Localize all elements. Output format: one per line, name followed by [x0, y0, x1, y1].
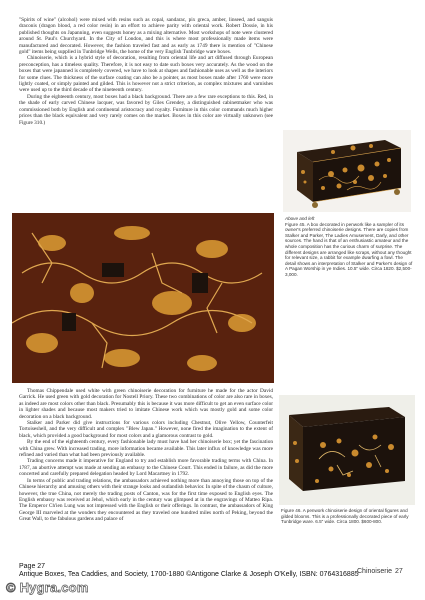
watermark: © Hygra.com — [6, 580, 89, 595]
paragraph: In terms of public and trading relations, the ambassadors achieved nothing more than annoying those on top of the Chinese hierarchy and amusing others with their strange looks and outlandish behavior. In spite of the chasm of culture, however, the true China, not merely the trading posts of Canton, was for the first time exposed to English eyes. The English embassy was received at Jehol, which early in the century was glimpsed at in the engravings of Matteo Ripa. The Emperor Ch'ien Lung was not impressed with the English or their offerings. In contrast, the ambassadors of King George III marveled at the wonders they encountered as they traveled one hundred miles north of Peking, beyond the Great Wall, to the fabulous gardens and palace of — [19, 477, 273, 523]
body-text-middle — [19, 388, 273, 562]
penwork-box-photo — [283, 130, 411, 212]
body-text-top — [19, 17, 273, 217]
caption-body: Figure 45. A box decorated in penwork like a sampler of its owner's preferred chinoiserie designs. There are copies from Stalker and Parker, The Ladies Amusement, Darly, and other sources. The hand is that of an enthusiastic amateur and the whole composition has the curious charm of surprise. The different designs are arranged like scraps, without any thought for relevant size, a rabbit for example dwarfing a fowl. The detail shows an interpretation of Stalker and Parker's design of A Pagan Worship in ye Indies. 10.5" wide. Circa 1820. $2,500-3,000. — [285, 221, 413, 277]
figure-45-caption — [285, 216, 413, 278]
tunbridge-box-photo — [279, 395, 415, 505]
chapter-name: Chinoiserie — [357, 568, 393, 575]
page-label: Page 27 — [19, 563, 46, 570]
source-line: Antique Boxes, Tea Caddies, and Society, 1700-1880 ©Antigone Clarke & Joseph O'Kelly, ISBN: 0764316885 — [19, 571, 359, 578]
caption-heading: Above and left — [285, 216, 315, 221]
paragraph: By the end of the eighteenth century, every fashionable lady must have had her chinoiserie box; yet the fascination with China grew. With increased trading, more information became available. This later influx of knowledge was more refined and varied than what had been previously available. — [19, 439, 273, 459]
figure-46-caption: Figure 46. A penwork chinoiserie design of oriental figures and gilded blooms. This is a professionally decorated piece of early Tunbridge ware. 6.5" wide. Circa 1800. $600-800. — [281, 508, 409, 525]
paragraph: Trading concerns made it imperative for England to try and establish more favorable trading terms with China. In 1787, an abortive attempt was made at sending an embassy to the Chinese Court. This ended in failure, as did the more concerted and carefully prepared delegation headed by Lord Macartney in 1792. — [19, 458, 273, 478]
page-number: 27 — [395, 568, 403, 575]
paragraph: Thomas Chippendale used white with green chinoiserie decoration for furniture he made for the actor David Garrick. He used green with gold decoration for Nostell Priory. These two combinations of color are also rare in boxes, as indeed are most colors other than black. Presumably this is because it was more difficult to get an even surface color in lighter shades and because most makers tried to imitate Chinese work which was mostly gold and some color decoration on a black background. — [19, 388, 273, 420]
paragraph: "Spirits of wine" (alcohol) were mixed with resins such as copal, sandarac, pix greca, amber, linseed, and sanguis draconis (dragon blood, a red color resin) in an effort to achieve parity with oriental work. Robert Dossie, in his published thoughts on Japanning, even suggests honey as a mixing alternative. Most workshops of note were clustered around St. Paul's Churchyard. In the City of London, and this is where most professionally made items were manufactured and decorated. However, the fashion traveled fast and as early as 1749 there is mention of "Chinese gold" items being supplied in Tunbridge Wells, the home of the very English Tunbridge ware boxes. — [19, 17, 273, 56]
chinoiserie-panel-photo — [12, 213, 274, 383]
paragraph: During the eighteenth century, most boxes had a black background. There are a few rare exceptions to this. Red, in the shade of early carved Chinese lacquer, was favored by Giles Grendey, a distinguished cabinetmaker who was commissioned both by English and continental aristocracy and royalty. Furniture in this color commands much higher prices than the black equivalent and very rarely comes on the market. Boxes in this color are virtually unknown (see Figure 310.) — [19, 93, 273, 126]
paragraph: Stalker and Parker did give instructions for various colors including Chestnut, Olive Yellow, Counterfeit Tortoiseshell, and the very difficult and complex "Blew Japan." However, none fired the imagination to the extent of black, which provided a good background for most colors and a glamorous contrast to gold. — [19, 420, 273, 439]
paragraph: Chinoiserie, which is a hybrid style of decoration, resulting from oriental life and art diffused through European preconception, has a timeless quality. Therefore, it is not easy to date such boxes very accurately. As the wood on the boxes that were japanned is completely covered, we have to look at shapes and fashionable uses as well as the interiors for some clues. The thickness of the surface coating can also be a pointer, as most boxes made after 1760 were more lightly coated, or simply painted and gilded. This is however not a strict criterion, as complex mixtures and varnishes were used up to the third decade of the nineteenth century. — [19, 55, 273, 94]
